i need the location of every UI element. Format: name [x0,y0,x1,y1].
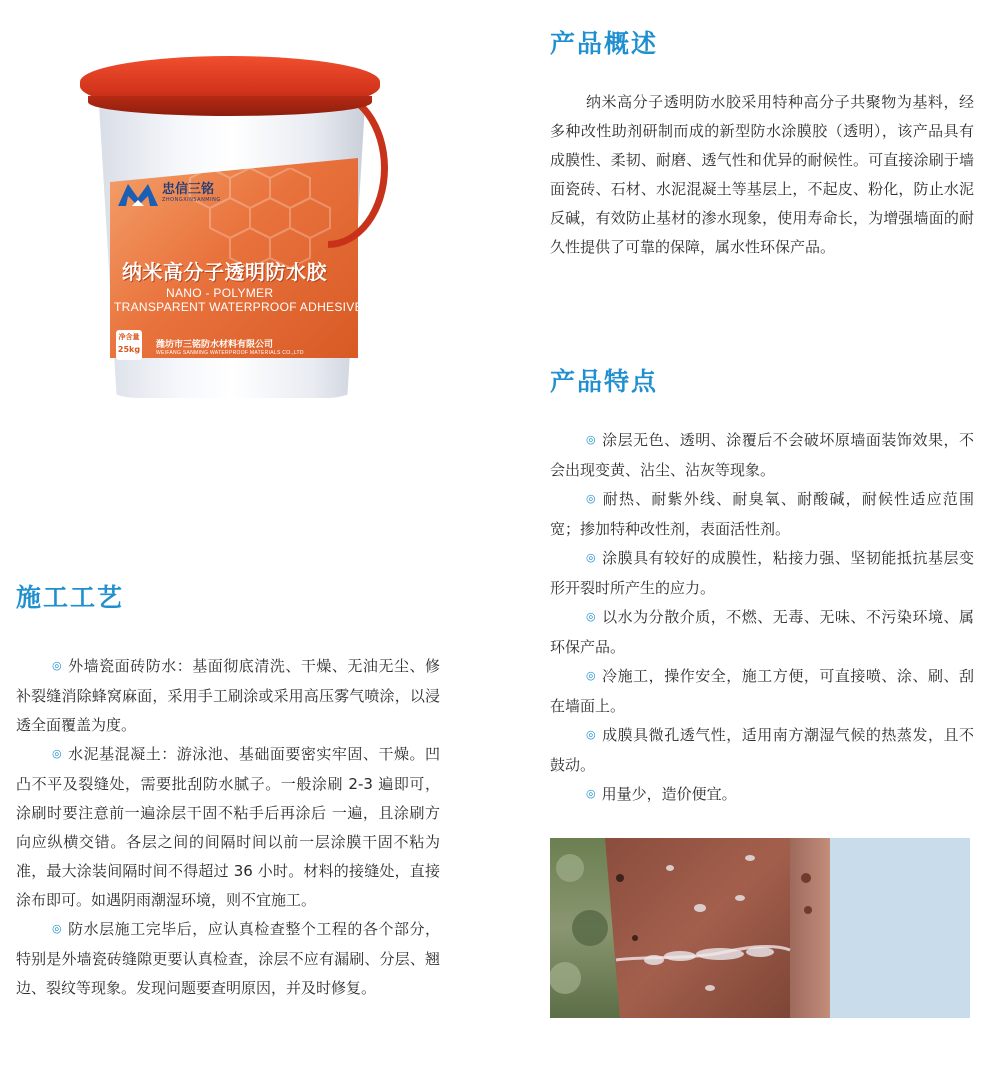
net-weight-badge [116,330,142,360]
list-item [550,603,974,662]
features-list [550,426,974,810]
feature-item-text: 以水为分散介质，不燃、无毒、无味、不污染环境、属环保产品。 [550,608,974,656]
company-name-en: WEIFANG SANMING WATERPROOF MATERIALS CO.,LTD [156,350,304,356]
overview-text-block [550,88,974,262]
feature-item-text: 冷施工，操作安全，施工方便，可直接喷、涂、刷、刮在墙面上。 [550,667,974,715]
feature-item-text: 用量少，造价便宜。 [601,785,737,803]
bullet-icon: ◎ [586,669,597,682]
feature-item-text: 成膜具微孔透气性，适用南方潮湿气候的热蒸发，且不鼓动。 [550,726,974,774]
bullet-icon: ◎ [586,551,597,564]
list-item [16,740,440,915]
brand-block [118,180,221,206]
process-title: 施工工艺 [16,583,125,612]
list-item [550,426,974,485]
brand-name-en: ZHONGXINSANMING [162,197,221,203]
feature-item-text: 涂层无色、透明、涂覆后不会破坏原墙面装饰效果，不会出现变黄、沾尘、沾灰等现象。 [550,431,974,479]
bullet-icon: ◎ [52,747,63,760]
overview-title: 产品概述 [550,29,659,58]
process-item-text: 水泥基混凝土：游泳池、基础面要密实牢固、干燥。凹凸不平及裂缝处，需要批刮防水腻子。一般涂刷 2-3 遍即可，涂刷时要注意前一遍涂层干固不粘手后再涂后 一遍，且涂刷方向应纵横交错。各层之间的间隔时间以前一层涂膜干固不粘为准，最大涂装间隔时间不得超过 36 小时。材料的接缝处，直接涂布即可。如遇阴雨潮湿环境，则不宜施工。 [16,745,440,909]
product-name-cn: 纳米高分子透明防水胶 [122,260,327,284]
overview-text: 纳米高分子透明防水胶采用特种高分子共聚物为基料，经多种改性助剂研制而成的新型防水涂膜胶（透明），该产品具有成膜性、柔韧、耐磨、透气性和优异的耐候性。可直接涂刷于墙面瓷砖、石材、水泥混凝土等基层上，不起皮、粉化，防止水泥反碱，有效防止基材的渗水现象，使用寿命长，为增强墙面的耐久性提供了可靠的保障，属水性环保产品。 [550,93,974,256]
bullet-icon: ◎ [586,492,597,505]
process-list [16,652,440,1003]
bullet-icon: ◎ [586,433,597,446]
list-item [550,662,974,721]
bucket-handle [328,88,388,248]
feature-item-text: 涂膜具有较好的成膜性，粘接力强、坚韧能抵抗基层变形开裂时所产生的应力。 [550,549,974,597]
brand-name [162,183,221,203]
process-item-text: 外墙瓷面砖防水：基面彻底清洗、干燥、无油无尘、修补裂缝消除蜂窝麻面，采用手工刷涂或采用高压雾气喷涂，以浸透全面覆盖为度。 [16,657,440,734]
list-item [550,544,974,603]
bullet-icon: ◎ [52,659,63,672]
list-item [550,485,974,544]
bullet-icon: ◎ [586,728,597,741]
coated-surface-photo [550,838,970,1018]
features-title: 产品特点 [550,367,659,396]
bullet-icon: ◎ [586,610,597,623]
list-item [550,780,974,810]
net-weight-value: 25kg [117,345,141,354]
bullet-icon: ◎ [586,787,596,800]
brand-name-cn: 忠信三铭 [162,182,215,197]
list-item [550,721,974,780]
product-name-en-line1: NANO - POLYMER [166,286,274,300]
net-weight-label: 净含量 [118,333,140,341]
product-name-en-line2: TRANSPARENT WATERPROOF ADHESIVE [114,300,363,314]
list-item [16,652,440,740]
feature-item-text: 耐热、耐紫外线、耐臭氧、耐酸碱，耐候性适应范围宽；掺加特种改性剂，表面活性剂。 [550,490,974,538]
company-name-cn: 潍坊市三铭防水材料有限公司 [156,340,274,350]
water-beading-illustration [550,838,970,1018]
brand-logo-icon [118,180,158,206]
product-image [70,48,390,408]
list-item [16,915,440,1003]
bullet-icon: ◎ [52,922,63,935]
process-item-text: 防水层施工完毕后，应认真检查整个工程的各个部分，特别是外墙瓷砖缝隙更要认真检查，涂层不应有漏刷、分层、翘边、裂纹等现象。发现问题要查明原因，并及时修复。 [16,920,440,997]
